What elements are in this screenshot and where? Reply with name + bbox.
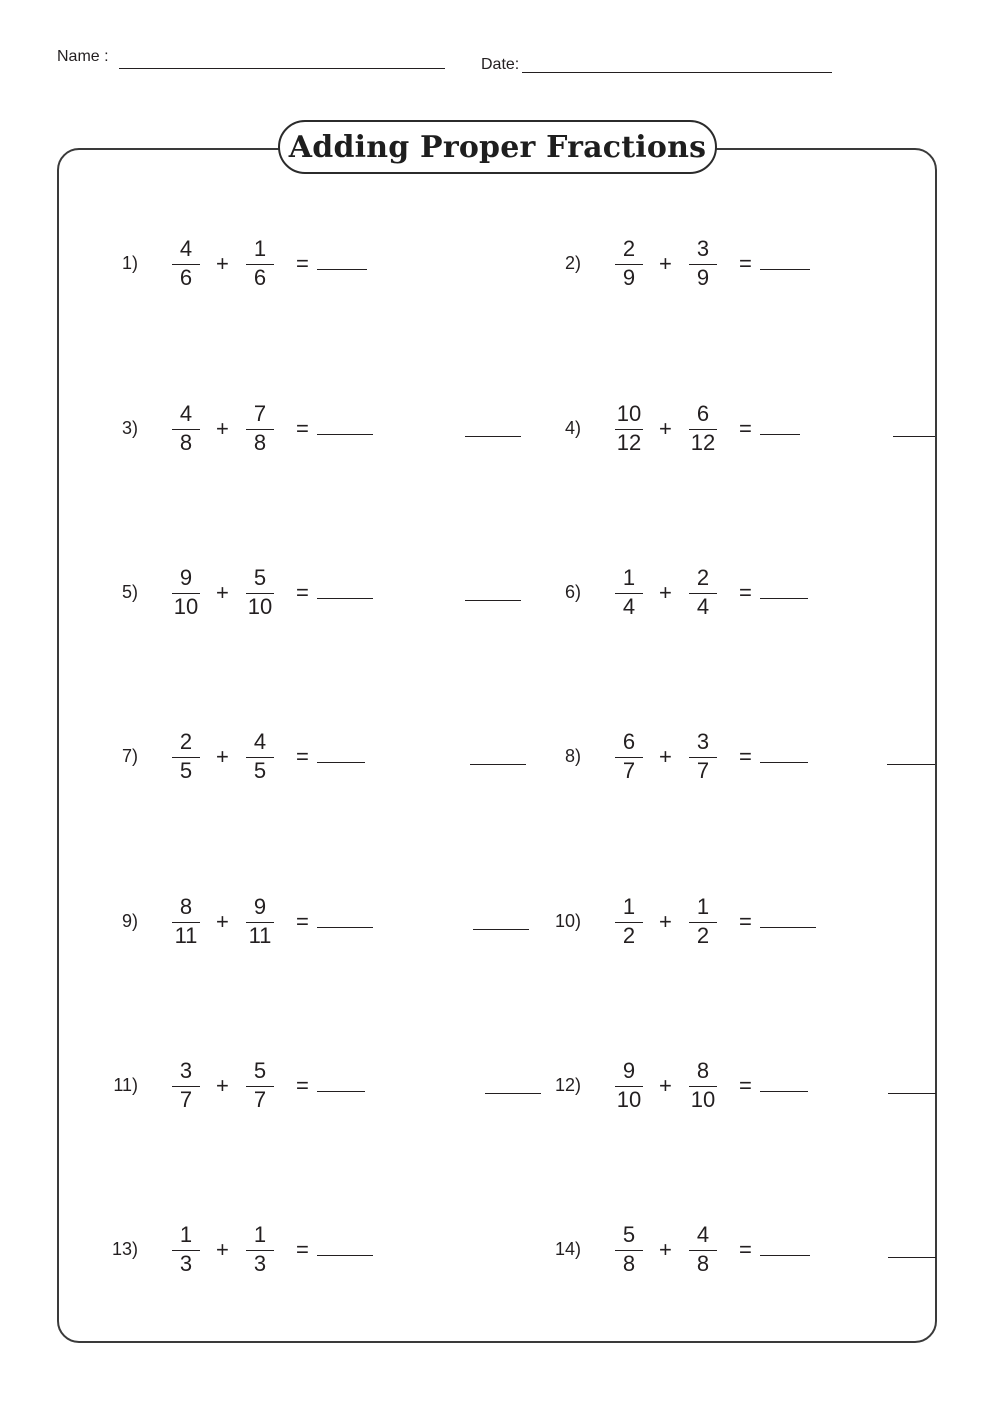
- first-fraction: [612, 1058, 646, 1113]
- denominator: 11: [174, 923, 198, 948]
- plus-sign: +: [659, 909, 672, 934]
- denominator: 8: [179, 430, 193, 455]
- equals-sign: =: [296, 909, 309, 934]
- worksheet-title: Adding Proper Fractions: [278, 120, 717, 174]
- equals-sign: =: [739, 416, 752, 441]
- denominator: 3: [179, 1251, 193, 1276]
- plus-sign: +: [216, 1237, 229, 1262]
- second-fraction: [243, 1058, 277, 1113]
- date-field[interactable]: [522, 72, 832, 73]
- equals-sign: =: [739, 744, 752, 769]
- numerator: 1: [253, 1222, 267, 1247]
- denominator: 7: [622, 758, 636, 783]
- problem-number: 11): [113, 1075, 138, 1095]
- numerator: 9: [253, 894, 267, 919]
- problem-number: 3): [121, 418, 138, 438]
- numerator: 10: [616, 401, 642, 426]
- numerator: 7: [253, 401, 267, 426]
- denominator: 5: [179, 758, 193, 783]
- first-fraction: [169, 236, 203, 291]
- name-label: Name :: [57, 48, 109, 65]
- denominator: 7: [179, 1087, 193, 1112]
- answer-blank[interactable]: [760, 762, 808, 763]
- numerator: 1: [253, 236, 267, 261]
- plus-sign: +: [216, 1073, 229, 1098]
- first-fraction: [169, 401, 203, 456]
- denominator: 4: [622, 594, 636, 619]
- numerator: 5: [622, 1222, 636, 1247]
- date-label: Date:: [481, 56, 520, 73]
- denominator: 12: [690, 430, 716, 455]
- answer-blank[interactable]: [760, 269, 810, 270]
- second-fraction: [243, 236, 277, 291]
- numerator: 4: [179, 401, 193, 426]
- equals-sign: =: [296, 416, 309, 441]
- plus-sign: +: [659, 744, 672, 769]
- first-fraction: [612, 729, 646, 784]
- answer-blank[interactable]: [760, 434, 800, 435]
- answer-blank[interactable]: [317, 434, 373, 435]
- denominator: 7: [696, 758, 710, 783]
- second-fraction: [243, 565, 277, 620]
- equals-sign: =: [739, 1073, 752, 1098]
- second-fraction: [243, 401, 277, 456]
- denominator: 6: [179, 265, 193, 290]
- problem-number: 9): [121, 911, 138, 931]
- answer-blank-extra[interactable]: [888, 1093, 936, 1094]
- denominator: 2: [696, 923, 710, 948]
- problem-number: 8): [564, 746, 581, 766]
- equals-sign: =: [296, 1073, 309, 1098]
- answer-blank[interactable]: [317, 762, 365, 763]
- answer-blank[interactable]: [317, 1255, 373, 1256]
- first-fraction: [612, 401, 646, 456]
- second-fraction: [686, 1222, 720, 1277]
- denominator: 9: [622, 265, 636, 290]
- numerator: 1: [622, 565, 636, 590]
- plus-sign: +: [216, 251, 229, 276]
- second-fraction: [686, 565, 720, 620]
- denominator: 10: [247, 594, 273, 619]
- plus-sign: +: [216, 744, 229, 769]
- numerator: 2: [696, 565, 710, 590]
- first-fraction: [612, 1222, 646, 1277]
- second-fraction: [243, 894, 277, 949]
- plus-sign: +: [659, 580, 672, 605]
- plus-sign: +: [659, 1237, 672, 1262]
- answer-blank[interactable]: [760, 1091, 808, 1092]
- answer-blank-extra[interactable]: [893, 436, 935, 437]
- equals-sign: =: [739, 909, 752, 934]
- first-fraction: [169, 1222, 203, 1277]
- equals-sign: =: [296, 251, 309, 276]
- first-fraction: [169, 729, 203, 784]
- name-field[interactable]: [119, 68, 445, 69]
- problem-number: 2): [564, 253, 581, 273]
- answer-blank[interactable]: [317, 598, 373, 599]
- second-fraction: [686, 1058, 720, 1113]
- plus-sign: +: [659, 1073, 672, 1098]
- problem-number: 1): [121, 253, 138, 273]
- denominator: 3: [253, 1251, 267, 1276]
- problem-number: 4): [564, 418, 581, 438]
- numerator: 2: [179, 729, 193, 754]
- equals-sign: =: [739, 251, 752, 276]
- denominator: 8: [622, 1251, 636, 1276]
- second-fraction: [686, 401, 720, 456]
- numerator: 1: [622, 894, 636, 919]
- numerator: 3: [179, 1058, 193, 1083]
- numerator: 4: [696, 1222, 710, 1247]
- first-fraction: [169, 894, 203, 949]
- denominator: 4: [696, 594, 710, 619]
- numerator: 1: [179, 1222, 193, 1247]
- equals-sign: =: [296, 580, 309, 605]
- problem-number: 13): [111, 1239, 138, 1259]
- problem-number: 7): [121, 746, 138, 766]
- answer-blank[interactable]: [760, 1255, 810, 1256]
- first-fraction: [612, 565, 646, 620]
- numerator: 1: [696, 894, 710, 919]
- denominator: 8: [253, 430, 267, 455]
- plus-sign: +: [216, 416, 229, 441]
- numerator: 4: [253, 729, 267, 754]
- denominator: 11: [248, 923, 272, 948]
- denominator: 10: [690, 1087, 716, 1112]
- answer-blank[interactable]: [317, 269, 367, 270]
- plus-sign: +: [659, 251, 672, 276]
- numerator: 5: [253, 1058, 267, 1083]
- denominator: 7: [253, 1087, 267, 1112]
- numerator: 5: [253, 565, 267, 590]
- answer-blank-extra[interactable]: [465, 600, 521, 601]
- second-fraction: [686, 236, 720, 291]
- numerator: 2: [622, 236, 636, 261]
- answer-blank-extra[interactable]: [470, 764, 526, 765]
- numerator: 6: [622, 729, 636, 754]
- answer-blank-extra[interactable]: [887, 764, 935, 765]
- denominator: 12: [616, 430, 642, 455]
- answer-blank[interactable]: [760, 598, 808, 599]
- equals-sign: =: [296, 744, 309, 769]
- problem-number: 5): [121, 582, 138, 602]
- second-fraction: [243, 1222, 277, 1277]
- denominator: 10: [616, 1087, 642, 1112]
- numerator: 3: [696, 236, 710, 261]
- denominator: 9: [696, 265, 710, 290]
- numerator: 4: [179, 236, 193, 261]
- denominator: 6: [253, 265, 267, 290]
- first-fraction: [169, 1058, 203, 1113]
- problem-number: 14): [554, 1239, 581, 1259]
- problem-number: 6): [564, 582, 581, 602]
- problem-number: 10): [554, 911, 581, 931]
- problem-number: 12): [554, 1075, 581, 1095]
- first-fraction: [169, 565, 203, 620]
- denominator: 2: [622, 923, 636, 948]
- plus-sign: +: [659, 416, 672, 441]
- equals-sign: =: [739, 580, 752, 605]
- numerator: 8: [179, 894, 193, 919]
- second-fraction: [686, 894, 720, 949]
- numerator: 9: [179, 565, 193, 590]
- numerator: 9: [622, 1058, 636, 1083]
- numerator: 8: [696, 1058, 710, 1083]
- answer-blank[interactable]: [760, 927, 816, 928]
- plus-sign: +: [216, 909, 229, 934]
- plus-sign: +: [216, 580, 229, 605]
- answer-blank-extra[interactable]: [465, 436, 521, 437]
- equals-sign: =: [296, 1237, 309, 1262]
- denominator: 10: [173, 594, 199, 619]
- first-fraction: [612, 894, 646, 949]
- answer-blank[interactable]: [317, 927, 373, 928]
- answer-blank-extra[interactable]: [888, 1257, 936, 1258]
- second-fraction: [686, 729, 720, 784]
- denominator: 8: [696, 1251, 710, 1276]
- answer-blank[interactable]: [317, 1091, 365, 1092]
- second-fraction: [243, 729, 277, 784]
- first-fraction: [612, 236, 646, 291]
- numerator: 6: [696, 401, 710, 426]
- equals-sign: =: [739, 1237, 752, 1262]
- denominator: 5: [253, 758, 267, 783]
- numerator: 3: [696, 729, 710, 754]
